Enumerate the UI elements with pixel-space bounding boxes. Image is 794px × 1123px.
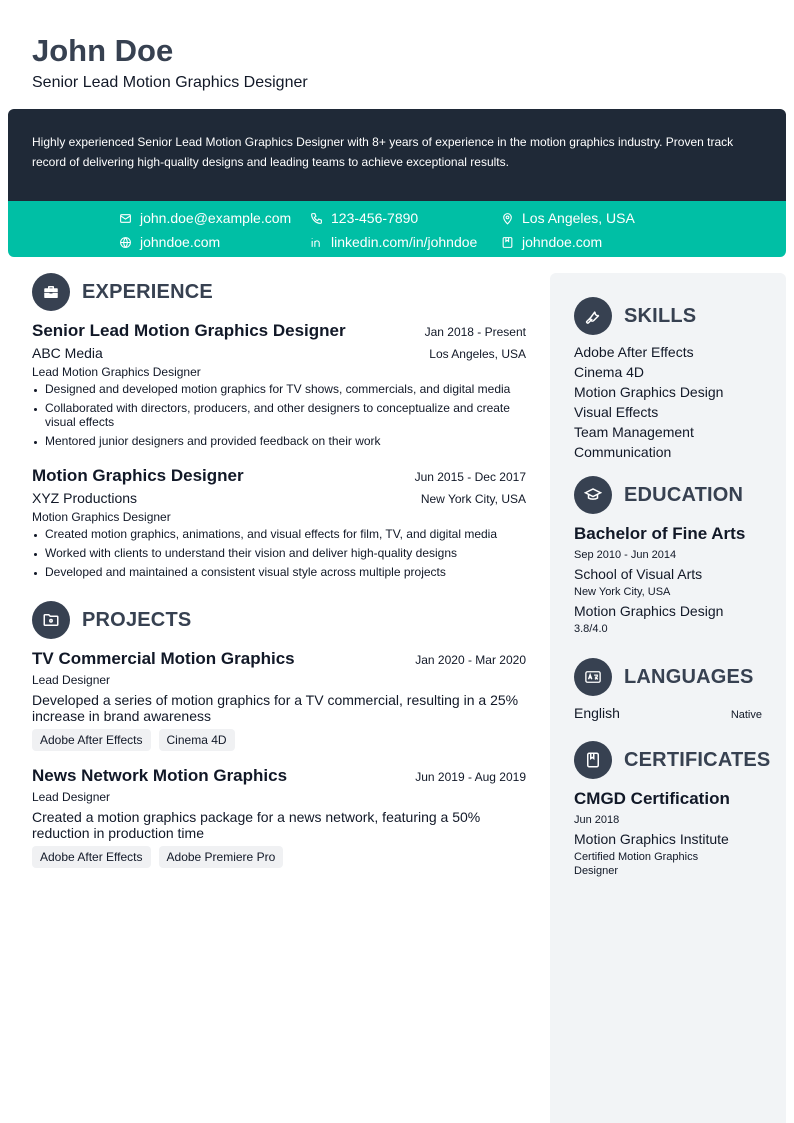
job-bullet: Developed and maintained a consistent visual style across multiple projects [32, 565, 526, 579]
language-name: English [574, 705, 620, 721]
mail-icon [119, 212, 132, 225]
project-title: TV Commercial Motion Graphics [32, 649, 295, 668]
job-date: Jun 2015 - Dec 2017 [414, 470, 526, 484]
certificate-issuer: Motion Graphics Institute [574, 831, 729, 847]
job-bullet: Mentored junior designers and provided feedback on their work [32, 434, 526, 448]
projects-heading [32, 601, 191, 639]
skill-item: Visual Effects [574, 404, 659, 420]
certificate-item [574, 789, 762, 878]
project-item [32, 766, 526, 868]
languages-title: LANGUAGES [624, 665, 754, 688]
job-company: XYZ Productions [32, 490, 138, 506]
education-heading [574, 476, 743, 514]
job-bullet: Designed and developed motion graphics for TV shows, commercials, and digital media [32, 382, 526, 396]
skill-item: Adobe After Effects [574, 344, 694, 360]
person-name: John Doe [32, 33, 174, 68]
education-title: EDUCATION [624, 483, 744, 506]
languages-list [574, 705, 762, 722]
job-bullet: Created motion graphics, animations, and visual effects for film, TV, and digital media [32, 527, 526, 541]
resume-header [32, 32, 308, 92]
job-date: Jan 2018 - Present [424, 325, 526, 339]
job-location: Los Angeles, USA [429, 347, 526, 361]
experience-item [32, 466, 526, 584]
project-tags [32, 729, 526, 751]
map-pin-icon [501, 212, 514, 225]
contact-email-text: john.doe@example.com [140, 210, 292, 226]
project-tag: Adobe Premiere Pro [159, 846, 284, 868]
globe-icon [119, 236, 132, 249]
project-tags [32, 846, 526, 868]
certificate-description: Certified Motion Graphics Designer [574, 851, 699, 877]
wrench-icon [574, 297, 612, 335]
education-item [574, 524, 762, 636]
job-bullet: Worked with clients to understand their vision and deliver high-quality designs [32, 546, 526, 560]
language-item [574, 705, 762, 722]
certificates-title: CERTIFICATES [624, 748, 771, 771]
contact-website-text: johndoe.com [140, 234, 221, 250]
job-title: Motion Graphics Designer [32, 466, 244, 485]
education-degree: Bachelor of Fine Arts [574, 524, 746, 543]
job-location: New York City, USA [420, 492, 526, 506]
language-level: Native [730, 709, 762, 721]
folder-icon [32, 601, 70, 639]
contact-phone[interactable] [310, 209, 418, 227]
graduation-cap-icon [574, 476, 612, 514]
phone-icon [310, 212, 323, 225]
project-date: Jan 2020 - Mar 2020 [415, 653, 526, 667]
contact-linkedin[interactable] [310, 233, 477, 251]
summary-text: Highly experienced Senior Lead Motion Graphics Designer with 8+ years of experience in the motion graphics industry. Proven track record of delivering high-quality designs and leading teams to achieve exceptional results. [32, 135, 734, 169]
project-tag: Cinema 4D [159, 729, 235, 751]
contact-email[interactable] [119, 209, 291, 227]
certificate-date: Jun 2018 [574, 814, 620, 826]
project-role: Lead Designer [32, 790, 111, 804]
project-description: Created a motion graphics package for a news network, featuring a 50% reduction in production time [32, 809, 481, 841]
skill-item: Team Management [574, 424, 694, 440]
linkedin-icon [310, 236, 323, 249]
experience-heading [32, 273, 213, 311]
project-item [32, 649, 526, 751]
education-field: Motion Graphics Design [574, 603, 724, 619]
contact-location [501, 209, 635, 227]
job-bullets [32, 382, 526, 448]
person-title: Senior Lead Motion Graphics Designer [32, 74, 308, 91]
skill-item: Motion Graphics Design [574, 384, 724, 400]
projects-title: PROJECTS [82, 608, 192, 631]
skills-heading [574, 297, 696, 335]
contact-portfolio-text: johndoe.com [522, 234, 603, 250]
project-date: Jun 2019 - Aug 2019 [415, 770, 526, 784]
project-title: News Network Motion Graphics [32, 766, 288, 785]
education-gpa: 3.8/4.0 [574, 623, 608, 635]
contact-bar [8, 201, 786, 257]
portfolio-icon [501, 236, 514, 249]
job-role: Lead Motion Graphics Designer [32, 365, 201, 379]
job-bullet: Collaborated with directors, producers, and other designers to conceptualize and create visual effects [32, 401, 526, 429]
education-date: Sep 2010 - Jun 2014 [574, 549, 677, 561]
experience-item [32, 321, 526, 453]
languages-heading [574, 658, 754, 696]
contact-website[interactable] [119, 233, 220, 251]
project-role: Lead Designer [32, 673, 111, 687]
contact-phone-text: 123-456-7890 [331, 210, 419, 226]
skill-item: Communication [574, 444, 672, 460]
contact-linkedin-text: linkedin.com/in/johndoe [331, 234, 478, 250]
project-tag: Adobe After Effects [32, 729, 151, 751]
experience-title: EXPERIENCE [82, 280, 213, 303]
project-description: Developed a series of motion graphics for a TV commercial, resulting in a 25% increase in brand awareness [32, 692, 519, 724]
skills-title: SKILLS [624, 304, 697, 327]
certificates-heading [574, 741, 770, 779]
skill-item: Cinema 4D [574, 364, 645, 380]
job-company: ABC Media [32, 345, 103, 361]
summary-block [8, 109, 786, 201]
certificate-name: CMGD Certification [574, 789, 730, 808]
project-tag: Adobe After Effects [32, 846, 151, 868]
briefcase-icon [32, 273, 70, 311]
bookmark-book-icon [574, 741, 612, 779]
education-school: School of Visual Arts [574, 566, 703, 582]
contact-portfolio[interactable] [501, 233, 602, 251]
job-bullets [32, 527, 526, 579]
contact-location-text: Los Angeles, USA [522, 210, 635, 226]
skills-list [574, 342, 762, 462]
education-location: New York City, USA [574, 586, 671, 598]
job-title: Senior Lead Motion Graphics Designer [32, 321, 346, 340]
job-role: Motion Graphics Designer [32, 510, 171, 524]
translate-icon [574, 658, 612, 696]
